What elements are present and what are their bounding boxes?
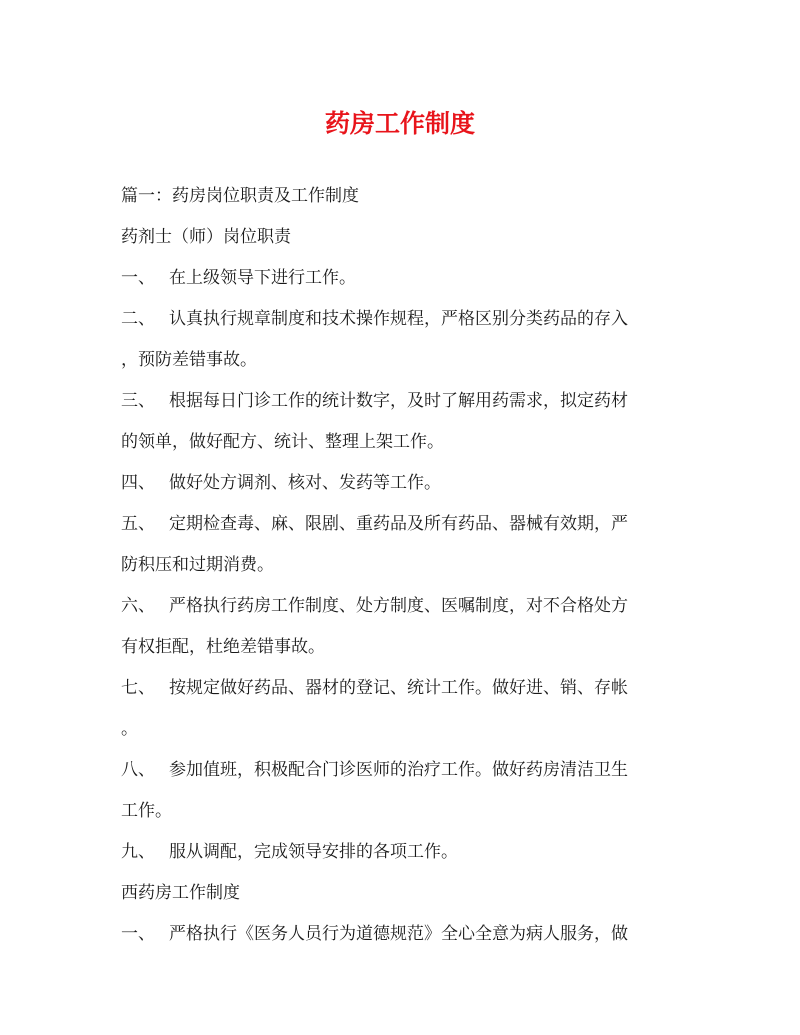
item-number: 一、	[121, 268, 155, 288]
paragraph-line	[121, 750, 661, 791]
paragraph-line	[121, 709, 661, 750]
line-text: 的领单，做好配方、统计、整理上架工作。	[121, 432, 444, 452]
paragraph-line	[121, 422, 661, 463]
paragraph-line	[121, 627, 661, 668]
item-number: 四、	[121, 473, 155, 493]
paragraph-line	[121, 873, 661, 914]
paragraph-line	[121, 545, 661, 586]
item-number: 八、	[121, 760, 155, 780]
line-text: 。	[121, 719, 138, 739]
paragraph-line	[121, 340, 661, 381]
line-text: 在上级领导下进行工作。	[169, 268, 356, 288]
line-text: 篇一：药房岗位职责及工作制度	[121, 186, 359, 206]
document-body	[121, 176, 661, 955]
item-number: 一、	[121, 924, 155, 944]
line-text: 按规定做好药品、器材的登记、统计工作。做好进、销、存帐	[169, 678, 628, 698]
paragraph-line	[121, 258, 661, 299]
line-text: 根据每日门诊工作的统计数字，及时了解用药需求，拟定药材	[169, 391, 628, 411]
line-text: 做好处方调剂、核对、发药等工作。	[169, 473, 441, 493]
paragraph-line	[121, 791, 661, 832]
item-number: 五、	[121, 514, 155, 534]
page-title: 药房工作制度	[324, 109, 475, 138]
line-text: 工作。	[121, 801, 172, 821]
paragraph-line	[121, 668, 661, 709]
line-text: 西药房工作制度	[121, 883, 240, 903]
item-number: 三、	[121, 391, 155, 411]
paragraph-line	[121, 586, 661, 627]
line-text: 药剂士（师）岗位职责	[121, 227, 291, 247]
paragraph-line	[121, 176, 661, 217]
line-text: 防积压和过期消费。	[121, 555, 274, 575]
item-number: 二、	[121, 309, 155, 329]
item-number: 六、	[121, 596, 155, 616]
line-text: 有权拒配，杜绝差错事故。	[121, 637, 325, 657]
line-text: 定期检查毒、麻、限剧、重药品及所有药品、器械有效期，严	[169, 514, 628, 534]
line-text: 严格执行药房工作制度、处方制度、医嘱制度，对不合格处方	[169, 596, 628, 616]
line-text: 参加值班，积极配合门诊医师的治疗工作。做好药房清洁卫生	[169, 760, 628, 780]
item-number: 九、	[121, 842, 155, 862]
paragraph-line	[121, 504, 661, 545]
line-text: 服从调配，完成领导安排的各项工作。	[169, 842, 458, 862]
paragraph-line	[121, 299, 661, 340]
paragraph-line	[121, 381, 661, 422]
line-text: 严格执行《医务人员行为道德规范》全心全意为病人服务，做	[169, 924, 628, 944]
paragraph-line	[121, 914, 661, 955]
paragraph-line	[121, 832, 661, 873]
item-number: 七、	[121, 678, 155, 698]
paragraph-line	[121, 217, 661, 258]
paragraph-line	[121, 463, 661, 504]
line-text: 认真执行规章制度和技术操作规程，严格区别分类药品的存入	[169, 309, 628, 329]
line-text: ，预防差错事故。	[121, 350, 257, 370]
